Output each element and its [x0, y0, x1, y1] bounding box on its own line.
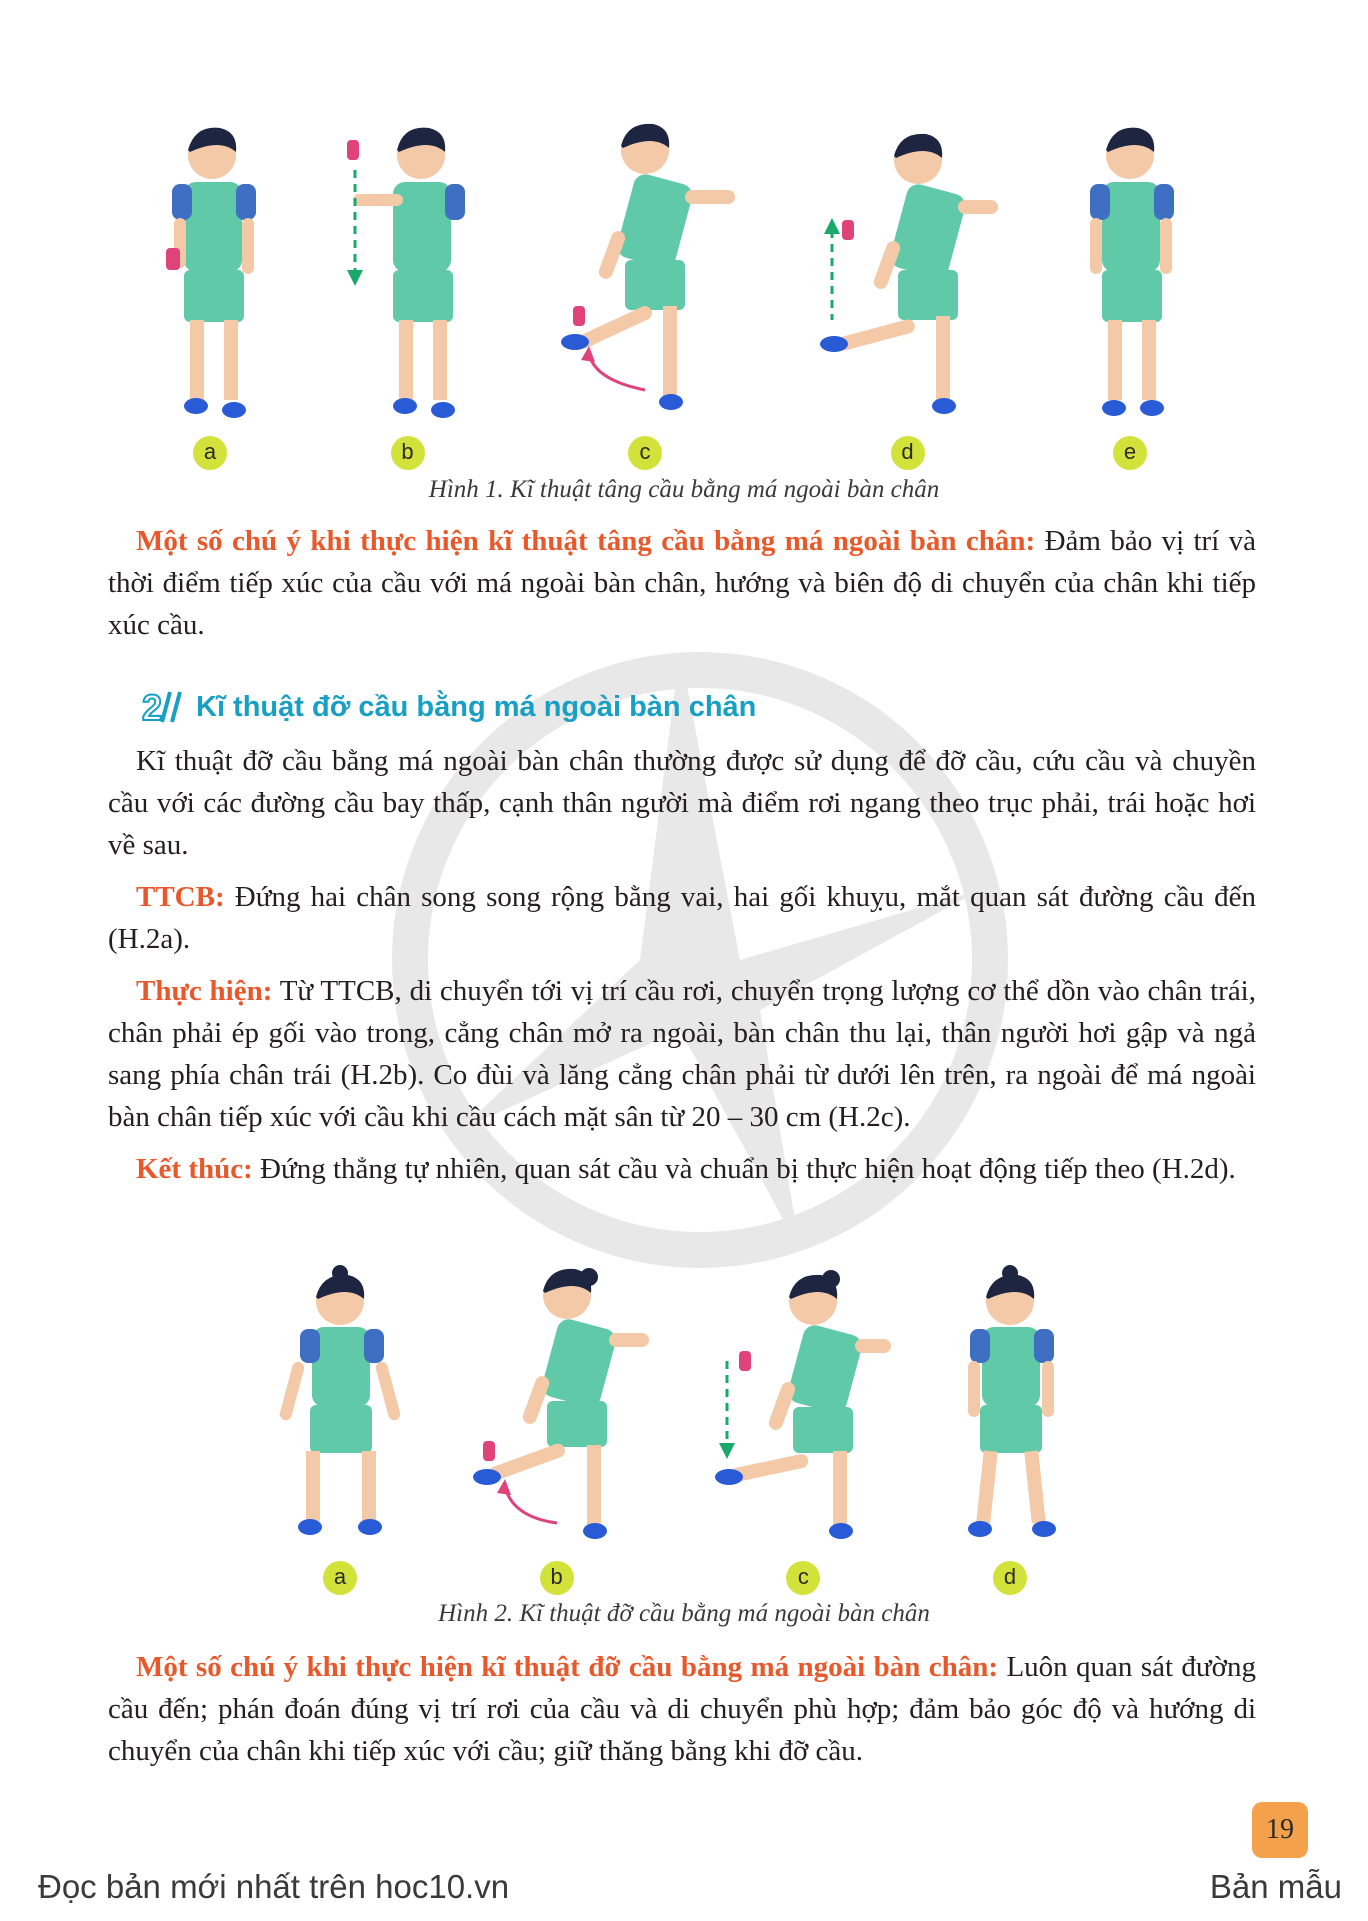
girl-receiving-illustration	[703, 1265, 903, 1545]
ttcb-text: Đứng hai chân song song rộng bằng vai, hai gối khuỵu, mắt quan sát đường cầu đến (H.2a).	[108, 881, 1256, 955]
figure-2	[270, 1255, 1070, 1595]
ket-thuc-paragraph	[108, 1148, 1256, 1190]
note-2-text: Luôn quan sát đường cầu đến; phán đoán đúng vị trí rơi của cầu và di chuyển phù hợp; đảm bảo góc độ và hướng di chuyển của chân khi tiếp xúc với cầu; giữ thăng bằng khi đỡ cầu.	[108, 1651, 1256, 1767]
section-2-heading	[140, 688, 756, 726]
figure-2-label-c: c	[786, 1561, 820, 1595]
figure-1-pose-b	[333, 120, 483, 470]
note-1-text: Đảm bảo vị trí và thời điểm tiếp xúc của cầu với má ngoài bàn chân, hướng và biên độ di chuyển của chân khi tiếp xúc cầu.	[108, 525, 1257, 641]
ttcb-paragraph	[108, 876, 1256, 960]
figure-1-pose-e	[1070, 120, 1190, 470]
girl-ready-stance-illustration	[270, 1265, 410, 1545]
figure-2-pose-c	[703, 1265, 903, 1595]
note-2-paragraph	[108, 1646, 1256, 1772]
ket-thuc-text: Đứng thẳng tự nhiên, quan sát cầu và chuẩn bị thực hiện hoạt động tiếp theo (H.2d).	[252, 1153, 1236, 1185]
boy-receiving-illustration	[808, 120, 1008, 420]
thuc-hien-text: Từ TTCB, di chuyển tới vị trí cầu rơi, chuyển trọng lượng cơ thể dồn vào chân trái, chân phải ép gối vào trong, cẳng chân mở ra ngoài, bàn chân thu lại, thân người hơi gập và ngả sang phía chân trái (H.2b). Co đùi và lăng cẳng chân phải từ dưới lên trên, ra ngoài để má ngoài bàn chân tiếp xúc với cầu khi cầu cách mặt sân từ 20 – 30 cm (H.2c).	[108, 975, 1256, 1133]
figure-1	[150, 110, 1190, 470]
footer-edition-label: Bản mẫu	[1209, 1868, 1342, 1905]
figure-1-pose-d	[808, 120, 1008, 470]
thuc-hien-paragraph	[108, 970, 1256, 1138]
footer-link-text[interactable]: Đọc bản mới nhất trên hoc10.vn	[38, 1868, 510, 1905]
figure-2-pose-d	[950, 1265, 1070, 1595]
figure-2-label-b: b	[540, 1561, 574, 1595]
boy-dropping-shuttlecock-illustration	[333, 120, 483, 420]
boy-standing-illustration	[150, 120, 270, 420]
figure-2-label-d: d	[993, 1561, 1027, 1595]
figure-1-caption: Hình 1. Kĩ thuật tâng cầu bằng má ngoài bàn chân	[428, 476, 940, 503]
ket-thuc-lead: Kết thúc:	[136, 1153, 253, 1185]
figure-2-label-a: a	[323, 1561, 357, 1595]
figure-2-caption: Hình 2. Kĩ thuật đỡ cầu bằng má ngoài bàn chân	[438, 1600, 930, 1627]
figure-1-label-c: c	[628, 436, 662, 470]
intro-paragraph: Kĩ thuật đỡ cầu bằng má ngoài bàn chân thường được sử dụng để đỡ cầu, cứu cầu và chuyền cầu với các đường cầu bay thấp, cạnh thân người mà điểm rơi ngang theo trục phải, trái hoặc hơi về sau.	[108, 745, 1256, 861]
svg-text:2: 2	[142, 688, 163, 726]
girl-shifting-weight-illustration	[457, 1265, 657, 1545]
girl-finish-illustration	[950, 1265, 1070, 1545]
ttcb-lead: TTCB:	[136, 881, 225, 913]
figure-1-label-b: b	[391, 436, 425, 470]
figure-1-pose-c	[545, 120, 745, 470]
thuc-hien-lead: Thực hiện:	[136, 975, 273, 1007]
note-1-paragraph	[108, 520, 1256, 646]
figure-1-label-d: d	[891, 436, 925, 470]
note-1-lead: Một số chú ý khi thực hiện kĩ thuật tâng cầu bằng má ngoài bàn chân:	[136, 525, 1036, 557]
figure-1-label-e: e	[1113, 436, 1147, 470]
figure-1-pose-a	[150, 120, 270, 470]
section-2-title: Kĩ thuật đỡ cầu bằng má ngoài bàn chân	[196, 690, 757, 723]
note-2-lead: Một số chú ý khi thực hiện kĩ thuật đỡ cầu bằng má ngoài bàn chân:	[136, 1651, 999, 1683]
page-number: 19	[1252, 1802, 1308, 1858]
number-2-icon	[140, 688, 186, 726]
figure-2-pose-a	[270, 1265, 410, 1595]
figure-2-pose-b	[457, 1265, 657, 1595]
boy-finish-illustration	[1070, 120, 1190, 420]
boy-kicking-illustration	[545, 120, 745, 420]
figure-1-label-a: a	[193, 436, 227, 470]
